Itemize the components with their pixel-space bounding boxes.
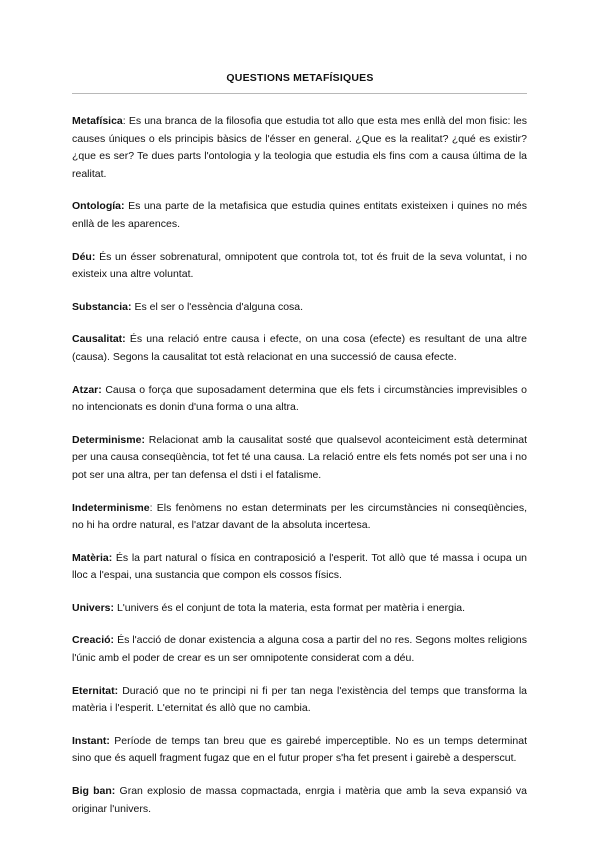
- glossary-entry-causalitat: [72, 331, 527, 366]
- definition: És la part natural o física en contraposició a l'esperit. Tot allò que té massa i ocupa un lloc a l'espai, una sustancia que compon els cossos físics.: [72, 551, 528, 582]
- glossary-entry-deu: [72, 249, 527, 284]
- definition: És una relació entre causa i efecte, on una cosa (efecte) es resultant de una altre (causa). Segons la causalitat tot està relacionat en una successió de causa efecte.: [72, 333, 527, 363]
- term: Déu:: [72, 250, 96, 263]
- term: Ontología:: [72, 200, 125, 213]
- glossary-entry-ontologia: [72, 198, 527, 233]
- glossary-entry-atzar: [72, 382, 527, 417]
- definition: Relacionat amb la causalitat sosté que qualsevol aconteiciment està determinat per una causa conseqüència, tot fet té una causa. La relació entre els fets només pot ser una i no pot ser una altra, per tan defensa el dsti i el fatalisme.: [72, 433, 527, 481]
- term: Instant:: [72, 734, 110, 747]
- glossary-entry-eternitat: [72, 683, 527, 718]
- term: Determinisme:: [72, 433, 145, 446]
- glossary-entry-materia: [72, 550, 527, 585]
- definition: Duració que no te principi ni fi per tan nega l'existència del temps que transforma la matèria i l'esperit. L'eternitat és allò que no cambia.: [72, 684, 527, 715]
- definition: Causa o força que suposadament determina que els fets i circumstàncies imprevisibles o no intencionats es donin d'una forma o una altra.: [72, 383, 527, 414]
- title-divider: [72, 93, 527, 94]
- definition: És un ésser sobrenatural, omnipotent que controla tot, tot és fruit de la seva voluntat, i no existeix una altre voluntat.: [72, 250, 527, 281]
- glossary-entry-creacio: [72, 632, 527, 667]
- definition: Es una parte de la metafisica que estudia quines entitats existeixen i quines no més enllà de les aparences.: [72, 200, 527, 230]
- term: Univers:: [72, 601, 115, 614]
- term: Atzar:: [72, 383, 102, 396]
- glossary-entry-indeterminisme: [72, 500, 527, 535]
- term: Big ban:: [72, 785, 116, 798]
- term-separator: :: [149, 501, 157, 514]
- glossary-entry-determinisme: [72, 432, 527, 485]
- term: Creació:: [72, 634, 115, 647]
- term: Substancia:: [72, 300, 132, 313]
- definition: Període de temps tan breu que es gairebé imperceptible. No es un temps determinat sino que és aquell fragment fugaz que en el futur proper s'ha fet present i gairebè a desperscut.: [72, 734, 527, 765]
- document-title: QUESTIONS METAFÍSIQUES: [226, 72, 374, 84]
- term: Eternitat:: [72, 684, 119, 697]
- definition: És l'acció de donar existencia a alguna cosa a partir del no res. Segons moltes religions l'únic amb el poder de crear es un ser omnipotente considerat com a déu.: [72, 634, 528, 665]
- glossary-entry-metafisica: [72, 113, 527, 183]
- glossary-entry-instant: [72, 733, 527, 768]
- term: Causalitat:: [72, 333, 126, 346]
- definition: Gran explosio de massa copmactada, enrgia i matèria que amb la seva expansió va originar l'univers.: [72, 785, 528, 815]
- term-separator: :: [122, 115, 129, 127]
- glossary-entry-univers: [72, 600, 527, 618]
- definition: Es el ser o l'essència d'alguna cosa.: [134, 300, 304, 313]
- definition: Els fenòmens no estan determinats per les circumstàncies ni conseqüències, no hi ha ordre natural, es l'atzar davant de la absoluta incertesa.: [72, 501, 527, 532]
- glossary-entry-substancia: [72, 299, 527, 317]
- term: Indeterminisme: [72, 501, 150, 514]
- glossary-list: [72, 113, 527, 833]
- definition: L'univers és el conjunt de tota la materia, esta format per matèria i energia.: [116, 601, 466, 614]
- term: Matèria:: [72, 551, 113, 564]
- glossary-entry-big-ban: [72, 783, 527, 818]
- term: Metafísica: [72, 115, 123, 127]
- definition: Es una branca de la filosofia que estudia tot allo que esta mes enllà del mon fisic: les causes úniques o els principis bàsics de l'ésser en general. ¿Que es la realitat? ¿qué es existir?¿que es ser? Te dues parts l'ontologia y la teologia que estudia els fins com a causa última de la realitat.: [72, 115, 527, 180]
